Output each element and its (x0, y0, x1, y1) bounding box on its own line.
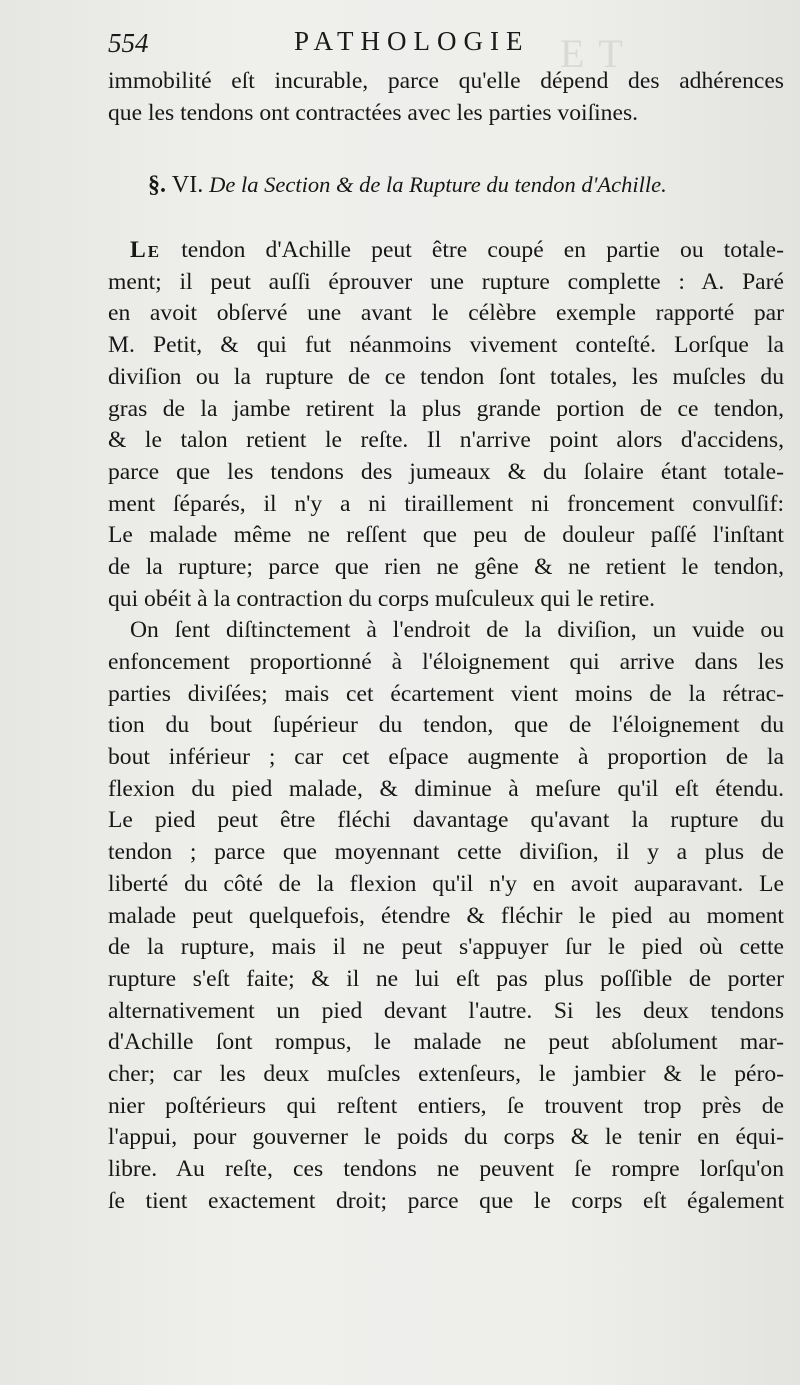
text-line: libre. Au reſte, ces tendons ne peuvent ſe rompre lorſqu'on (108, 1156, 784, 1182)
text-line: On ſent diſtinctement à l'endroit de la diviſion, un vuide ou (130, 617, 784, 644)
text-line: liberté du côté de la flexion qu'il n'y en avoit auparavant. Le (108, 870, 784, 897)
text-line: qui obéit à la contraction du corps muſculeux qui le retire. (108, 585, 656, 612)
text-line: M. Petit, & qui fut néanmoins vivement conteſté. Lorſque la (108, 332, 784, 359)
text-line: bout inférieur ; car cet eſpace augmente à proportion de la (108, 744, 784, 771)
text-line: cher; car les deux muſcles extenſeurs, le jambier & le péro- (108, 1060, 784, 1087)
text-line: gras de la jambe retirent la plus grande portion de ce tendon, (108, 395, 784, 422)
text-line: rupture s'eſt faite; & il ne lui eſt pas plus poſſible de porter (108, 965, 784, 992)
first-line-text: tendon d'Achille peut être coupé en partie ou totale- (181, 237, 784, 264)
drop-cap: Le (130, 237, 162, 264)
text-line: tion du bout ſupérieur du tendon, que de l'éloignement du (108, 712, 784, 739)
text-line: d'Achille ſont rompus, le malade ne peut abſolument mar- (108, 1029, 784, 1056)
text-line: ment ſéparés, il n'y a ni tiraillement ni froncement convulſif: (108, 490, 784, 517)
text-line: nier poſtérieurs qui reſtent entiers, ſe trouvent trop près de (108, 1092, 784, 1119)
section-heading (108, 169, 784, 201)
section-mark: §. (148, 172, 166, 199)
running-title: PATHOLOGIE (294, 26, 530, 56)
text-line: malade peut quelquefois, étendre & fléchir le pied au moment (108, 902, 784, 929)
page-header (108, 26, 768, 60)
text-line: parce que les tendons des jumeaux & du ſolaire étant totale- (108, 458, 784, 485)
section-number: VI. (171, 172, 204, 199)
text-line: ſe tient exactement droit; parce que le corps eſt également (108, 1187, 784, 1214)
text-line: diviſion ou la rupture de ce tendon ſont totales, les muſcles du (108, 363, 784, 390)
text-line: l'appui, pour gouverner le poids du corps & le tenir en équi- (108, 1124, 784, 1151)
paragraph-first-line (108, 235, 784, 267)
text-line: Le pied peut être fléchi davantage qu'avant la rupture du (108, 807, 784, 834)
body-text (108, 66, 784, 1217)
page-number: 554 (108, 28, 149, 58)
text-line: ment; il peut auſſi éprouver une rupture complette : A. Paré (108, 268, 784, 295)
text-line: alternativement un pied devant l'autre. Si les deux tendons (108, 997, 784, 1024)
text-line: & le talon retient le reſte. Il n'arrive point alors d'accidens, (108, 427, 784, 454)
text-line: tendon ; parce que moyennant cette diviſion, il y a plus de (108, 839, 784, 866)
text-line: enfoncement proportionné à l'éloignement qui arrive dans les (108, 649, 784, 675)
text-line: immobilité eſt incurable, parce qu'elle dépend des adhérences (108, 68, 784, 94)
text-line: parties diviſées; mais cet écartement vient moins de la rétrac- (108, 680, 784, 707)
text-line: de la rupture, mais il ne peut s'appuyer ſur le pied où cette (108, 934, 784, 961)
text-line: que les tendons ont contractées avec les parties voiſines. (108, 99, 639, 126)
text-line: de la rupture; parce que rien ne gêne & ne retient le tendon, (108, 553, 784, 580)
text-line: flexion du pied malade, & diminue à meſure qu'il eſt étendu. (108, 775, 784, 802)
text-line: Le malade même ne reſſent que peu de douleur paſſé l'inſtant (108, 522, 784, 549)
section-title: De la Section & de la Rupture du tendon d'Achille. (209, 172, 667, 198)
bleed-through-text: ET (560, 31, 637, 76)
text-line: en avoit obſervé une avant le célèbre exemple rapporté par (108, 300, 784, 327)
